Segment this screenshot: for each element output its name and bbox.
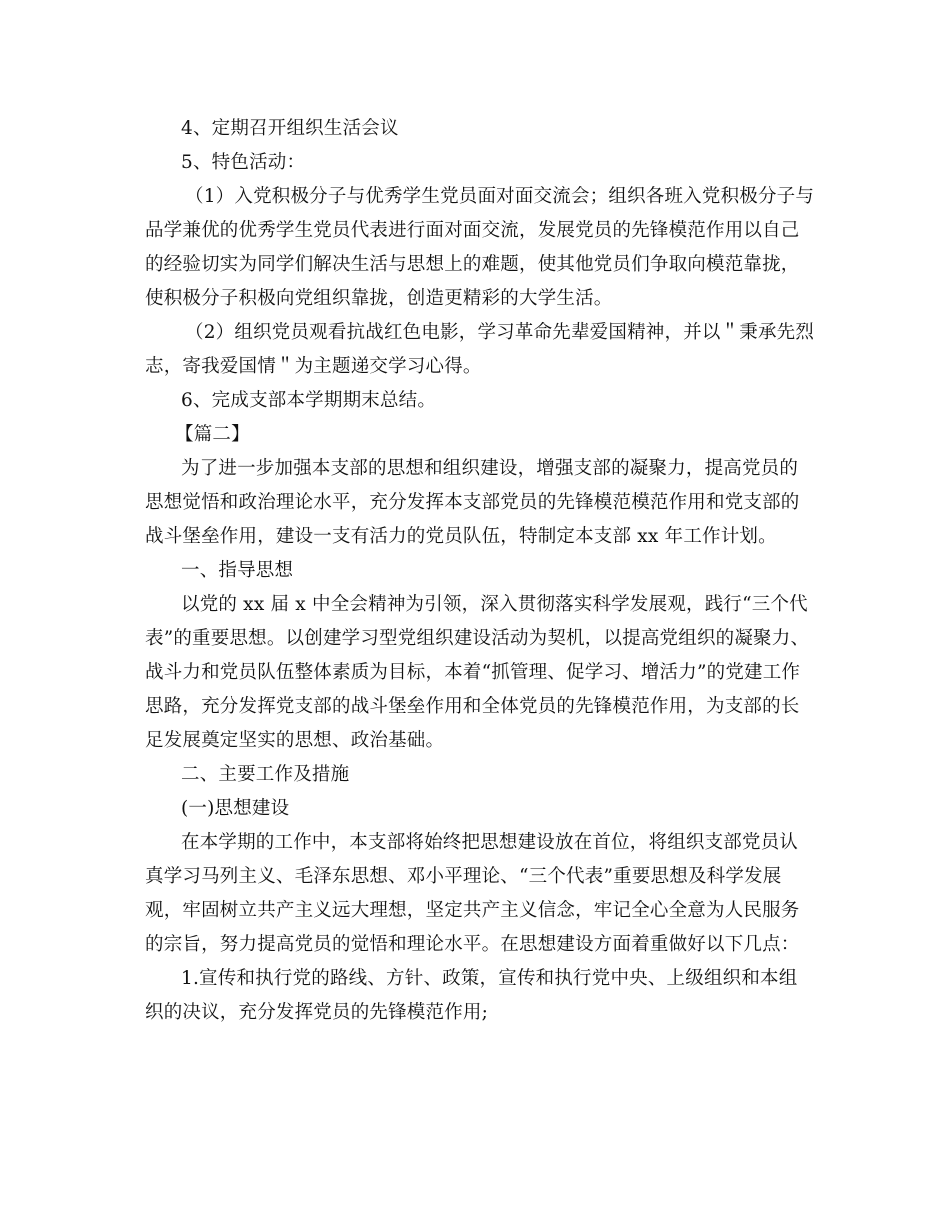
text-line: 的宗旨，努力提高党员的觉悟和理论水平。在思想建设方面着重做好以下几点： [145,934,800,955]
text-line: 6、完成支部本学期期末总结。 [181,390,437,411]
section-heading: 【篇二】 [175,424,250,445]
text-line: 表”的重要思想。以创建学习型党组织建设活动为契机，以提高党组织的凝聚力、 [145,628,810,649]
text-line: 1.宣传和执行党的路线、方针、政策，宣传和执行党中央、上级组织和本组 [181,968,798,989]
text-line: 观，牢固树立共产主义远大理想，坚定共产主义信念，牢记全心全意为人民服务 [145,900,800,921]
text-line: 4、定期召开组织生活会议 [181,118,399,139]
text-line: 战斗力和党员队伍整体素质为目标，本着“抓管理、促学习、增活力”的党建工作 [145,662,801,683]
text-line: 品学兼优的优秀学生党员代表进行面对面交流，发展党员的先锋模范作用以自己 [145,220,800,241]
text-line: 思想觉悟和政治理论水平，充分发挥本支部党员的先锋模范模范作用和党支部的 [145,492,800,513]
subsection-heading: (一)思想建设 [181,798,290,819]
text-line: 的经验切实为同学们解决生活与思想上的难题，使其他党员们争取向模范靠拢， [145,254,800,275]
text-line: 志，寄我爱国情＂为主题递交学习心得。 [145,356,482,377]
text-line: （2）组织党员观看抗战红色电影，学习革命先辈爱国精神，并以＂秉承先烈 [185,322,815,343]
text-line: 真学习马列主义、毛泽东思想、邓小平理论、“三个代表”重要思想及科学发展 [145,866,782,887]
document-body [145,112,815,1030]
text-line: 5、特色活动： [181,152,306,173]
text-line: 思路，充分发挥党支部的战斗堡垒作用和全体党员的先锋模范作用，为支部的长 [145,696,800,717]
text-line: 在本学期的工作中，本支部将始终把思想建设放在首位，将组织支部党员认 [181,832,799,853]
section-heading: 一、指导思想 [181,560,294,581]
text-line: （1）入党积极分子与优秀学生党员面对面交流会；组织各班入党积极分子与 [185,186,815,207]
text-line: 以党的 xx 届 x 中全会精神为引领，深入贯彻落实科学发展观，践行“三个代 [181,594,808,615]
text-line: 为了进一步加强本支部的思想和组织建设，增强支部的凝聚力，提高党员的 [181,458,799,479]
text-line: 足发展奠定坚实的思想、政治基础。 [145,730,445,751]
text-line: 织的决议，充分发挥党员的先锋模范作用; [145,1002,489,1023]
text-line: 使积极分子积极向党组织靠拢，创造更精彩的大学生活。 [145,288,613,309]
text-line: 战斗堡垒作用，建设一支有活力的党员队伍，特制定本支部 xx 年工作计划。 [145,526,777,547]
section-heading: 二、主要工作及措施 [181,764,350,785]
